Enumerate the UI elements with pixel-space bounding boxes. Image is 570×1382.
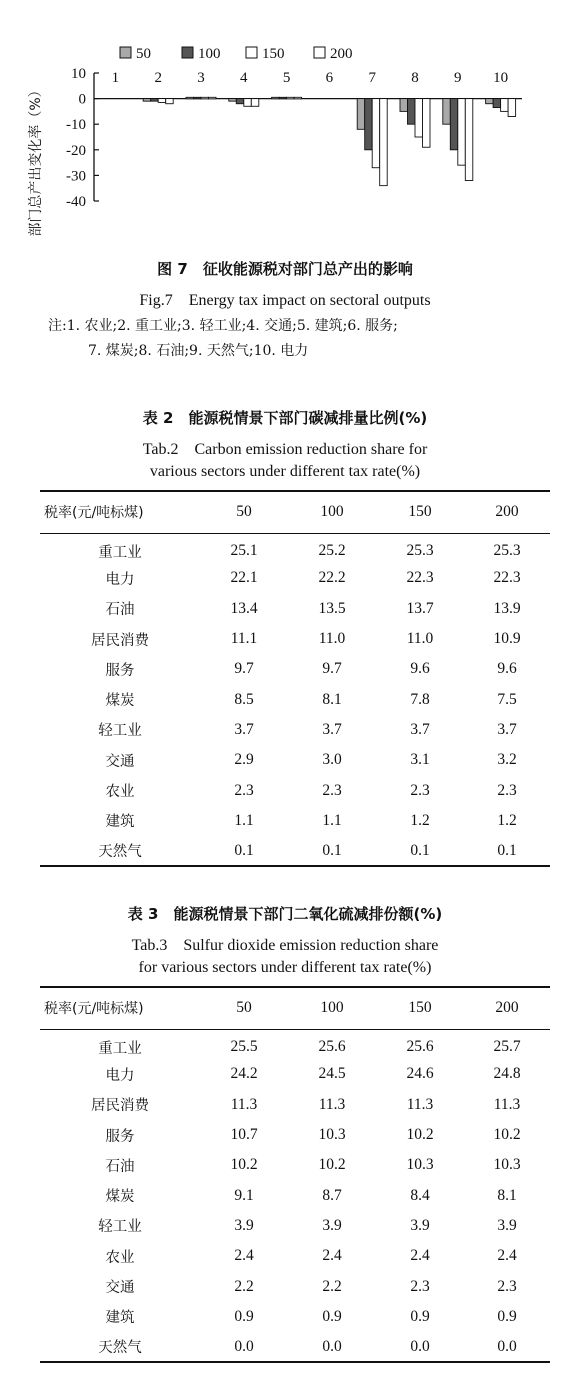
share-value: 1.2 [410,811,430,829]
table-row [40,1241,550,1271]
bar-150-cat-2 [158,99,166,103]
sector-name: 轻工业 [98,1219,142,1236]
share-value: 8.7 [322,1186,342,1204]
x-category-label: 9 [454,70,462,86]
share-value: 25.5 [230,1038,258,1056]
x-category-label: 8 [411,70,419,86]
bar-100-cat-3 [194,97,202,99]
sector-name: 重工业 [98,1040,142,1057]
bar-200-cat-9 [465,99,473,181]
share-value: 2.3 [497,1277,517,1295]
share-value: 9.1 [234,1186,254,1204]
header-rate-100: 100 [320,999,344,1017]
table-row [40,1332,550,1362]
table2 [40,490,550,867]
share-value: 0.1 [497,841,517,859]
share-value: 2.4 [497,1247,517,1265]
table-row [40,1211,550,1241]
figure-note-line2: 7. 煤炭;8. 石油;9. 天然气;10. 电力 [88,343,309,359]
share-value: 3.9 [322,1216,342,1234]
share-value: 11.3 [406,1095,434,1113]
table2-title-en1: Tab.2 Carbon emission reduction share for [142,441,428,458]
share-value: 9.7 [234,660,254,678]
y-tick-label: -20 [66,142,86,159]
share-value: 22.3 [493,569,521,587]
share-value: 0.0 [322,1337,342,1355]
bar-200-cat-5 [294,97,302,99]
table-row [40,775,550,805]
sector-name: 交通 [105,1280,135,1297]
table-row [40,836,550,866]
share-value: 2.2 [322,1277,342,1295]
share-value: 7.5 [497,690,517,708]
bar-50-cat-3 [186,97,194,99]
share-value: 3.7 [322,720,342,738]
share-value: 24.5 [318,1065,346,1083]
share-value: 8.4 [410,1186,430,1204]
bar-100-cat-5 [279,97,287,99]
x-category-label: 4 [240,70,248,86]
bar-150-cat-9 [458,99,466,166]
table3-title-cn: 表 3 能源税情景下部门二氧化硫减排份额(%) [127,905,443,923]
bar-100-cat-8 [408,99,416,125]
bar-50-cat-9 [443,99,451,125]
sector-name: 电力 [105,1067,135,1084]
sector-name: 居民消费 [91,632,149,649]
legend-swatch-150 [246,47,257,58]
share-value: 25.3 [406,542,434,560]
table-row [40,1120,550,1150]
sector-name: 农业 [105,784,135,801]
share-value: 10.7 [230,1126,258,1144]
x-category-label: 2 [154,70,162,86]
sector-name: 交通 [105,753,135,770]
bar-150-cat-10 [501,99,509,112]
x-category-label: 6 [325,70,334,86]
figure-caption-en: Fig.7 Energy tax impact on sectoral outputs [139,292,431,309]
sector-name: 轻工业 [98,723,142,740]
table-row [40,1180,550,1210]
header-rate-150: 150 [408,503,432,521]
share-value: 8.1 [497,1186,517,1204]
share-value: 0.9 [322,1307,342,1325]
sector-name: 建筑 [105,1310,135,1327]
share-value: 3.9 [410,1216,430,1234]
bar-100-cat-4 [236,99,244,104]
share-value: 24.6 [406,1065,434,1083]
bar-200-cat-7 [380,99,388,186]
header-rate-200: 200 [495,503,519,521]
legend-label-50: 50 [136,46,151,62]
bar-100-cat-2 [151,99,159,102]
bar-150-cat-3 [201,97,209,99]
share-value: 10.2 [230,1156,258,1174]
share-value: 13.5 [318,599,346,617]
share-value: 11.0 [318,630,346,648]
share-value: 11.1 [230,630,258,648]
share-value: 2.9 [234,751,254,769]
share-value: 0.1 [322,841,342,859]
header-tax-rate: 税率(元/吨标煤) [44,505,144,522]
sector-name: 重工业 [98,544,142,561]
share-value: 13.4 [230,599,258,617]
sector-name: 电力 [105,571,135,588]
table-row [40,806,550,836]
header-rate-200: 200 [495,999,519,1017]
sector-name: 煤炭 [105,693,135,710]
table3 [40,986,550,1363]
x-category-label: 10 [493,70,509,86]
table-header-row [40,491,550,533]
sector-name: 石油 [105,602,135,619]
bar-150-cat-8 [415,99,423,137]
y-axis-label: 部门总产出变化率（%） [28,83,44,237]
bar-200-cat-4 [251,99,258,107]
bar-50-cat-2 [143,99,151,102]
share-value: 0.9 [410,1307,430,1325]
sector-name: 天然气 [98,844,142,861]
table-row [40,745,550,775]
header-tax-rate: 税率(元/吨标煤) [44,1001,144,1018]
bar-50-cat-8 [400,99,408,112]
legend-label-200: 200 [330,46,353,62]
table2-title-cn: 表 2 能源税情景下部门碳减排量比例(%) [142,409,428,427]
table-header-row [40,987,550,1029]
table-row [40,1150,550,1180]
y-tick-label: -40 [66,194,86,210]
x-category-label: 1 [111,70,120,86]
share-value: 0.0 [410,1337,430,1355]
share-value: 1.1 [234,811,254,829]
share-value: 25.1 [230,542,258,560]
share-value: 2.4 [234,1247,254,1265]
header-rate-100: 100 [320,503,344,521]
bar-50-cat-4 [229,99,237,102]
share-value: 7.8 [410,690,430,708]
bar-150-cat-7 [372,99,380,168]
sector-name: 服务 [105,1128,135,1145]
figure-caption-cn: 图 7 征收能源税对部门总产出的影响 [157,260,413,278]
bar-150-cat-4 [244,99,252,107]
share-value: 13.9 [493,599,521,617]
share-value: 0.1 [234,841,254,859]
header-rate-150: 150 [408,999,432,1017]
share-value: 2.3 [322,781,342,799]
share-value: 2.3 [410,1277,430,1295]
x-category-label: 7 [368,70,376,86]
sector-name: 居民消费 [91,1098,149,1115]
bar-100-cat-7 [365,99,373,150]
table-row [40,624,550,654]
table-row [40,1090,550,1120]
fig7-bar-chart [0,0,570,250]
table3-title-en1: Tab.3 Sulfur dioxide emission reduction share [131,937,439,954]
sector-name: 天然气 [98,1340,142,1357]
sector-name: 石油 [105,1158,135,1175]
table-row [40,715,550,745]
table-row [40,654,550,684]
share-value: 10.2 [318,1156,346,1174]
share-value: 2.3 [410,781,430,799]
legend-swatch-200 [314,47,325,58]
share-value: 13.7 [406,599,434,617]
share-value: 1.2 [497,811,517,829]
share-value: 25.2 [318,542,346,560]
bar-100-cat-10 [493,99,501,108]
share-value: 3.9 [234,1216,254,1234]
table-row [40,594,550,624]
legend-swatch-50 [120,47,131,58]
share-value: 9.6 [410,660,430,678]
table2-title-en2: various sectors under different tax rate(%) [149,463,421,480]
share-value: 10.3 [406,1156,434,1174]
y-tick-label: 0 [78,91,86,108]
bar-50-cat-5 [272,97,280,99]
sector-name: 服务 [105,662,135,679]
share-value: 0.0 [234,1337,254,1355]
bar-50-cat-7 [357,99,365,130]
share-value: 2.4 [410,1247,430,1265]
sector-name: 建筑 [105,814,135,831]
share-value: 10.3 [493,1156,521,1174]
share-value: 25.3 [493,542,521,560]
share-value: 2.3 [234,781,254,799]
y-tick-label: -10 [66,117,86,134]
bar-200-cat-8 [423,99,431,148]
share-value: 9.7 [322,660,342,678]
table-row [40,563,550,593]
y-tick-label: -30 [66,168,86,185]
table-row [40,1029,550,1059]
share-value: 25.6 [406,1038,434,1056]
share-value: 0.9 [234,1307,254,1325]
table-row [40,1302,550,1332]
share-value: 25.7 [493,1038,521,1056]
share-value: 1.1 [322,811,342,829]
sector-name: 煤炭 [105,1189,135,1206]
x-category-label: 3 [197,70,205,86]
share-value: 3.1 [410,751,430,769]
share-value: 2.2 [234,1277,254,1295]
share-value: 10.9 [493,630,521,648]
share-value: 22.2 [318,569,346,587]
header-rate-50: 50 [236,999,252,1017]
legend-label-150: 150 [262,46,285,62]
share-value: 22.1 [230,569,258,587]
legend-label-100: 100 [198,46,221,62]
share-value: 10.2 [493,1126,521,1144]
share-value: 9.6 [497,660,517,678]
y-tick-label: 10 [71,66,86,82]
share-value: 11.3 [230,1095,258,1113]
share-value: 3.9 [497,1216,517,1234]
x-category-label: 5 [282,70,291,86]
table-row [40,1059,550,1089]
share-value: 10.3 [318,1126,346,1144]
share-value: 22.3 [406,569,434,587]
share-value: 3.7 [497,720,517,738]
share-value: 0.0 [497,1337,517,1355]
figure-note-line1: 注:1. 农业;2. 重工业;3. 轻工业;4. 交通;5. 建筑;6. 服务; [48,318,398,334]
share-value: 0.1 [410,841,430,859]
share-value: 24.2 [230,1065,258,1083]
share-value: 11.0 [406,630,434,648]
share-value: 0.9 [497,1307,517,1325]
share-value: 2.3 [497,781,517,799]
share-value: 25.6 [318,1038,346,1056]
share-value: 3.2 [497,751,517,769]
bar-50-cat-10 [486,99,494,104]
table-row [40,684,550,714]
share-value: 8.5 [234,690,254,708]
bar-200-cat-2 [166,99,174,104]
bar-150-cat-5 [287,97,295,99]
share-value: 11.3 [493,1095,521,1113]
table3-title-en2: for various sectors under different tax rate(%) [138,959,432,976]
sector-name: 农业 [105,1249,135,1266]
share-value: 2.4 [322,1247,342,1265]
table-row [40,1271,550,1301]
table-row [40,533,550,563]
bar-100-cat-9 [450,99,458,150]
bar-200-cat-10 [508,99,515,117]
header-rate-50: 50 [236,503,252,521]
legend-swatch-100 [182,47,193,58]
bar-200-cat-3 [209,97,217,99]
share-value: 8.1 [322,690,342,708]
share-value: 3.7 [234,720,254,738]
share-value: 11.3 [318,1095,346,1113]
share-value: 3.0 [322,751,342,769]
share-value: 3.7 [410,720,430,738]
share-value: 10.2 [406,1126,434,1144]
share-value: 24.8 [493,1065,521,1083]
